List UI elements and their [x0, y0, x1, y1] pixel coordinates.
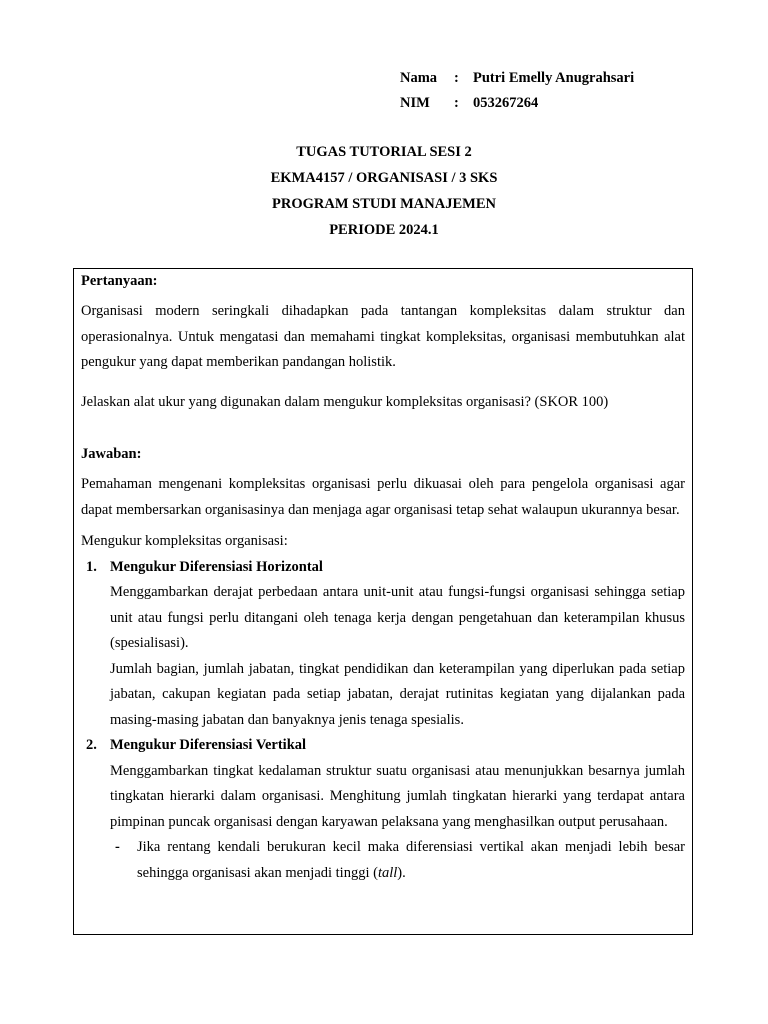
- list-item-number: 2.: [86, 737, 97, 753]
- title-line-course: EKMA4157 / ORGANISASI / 3 SKS: [270, 170, 498, 186]
- name-value: Putri Emelly Anugrahsari: [473, 70, 635, 86]
- list-item: [81, 555, 685, 734]
- sub-bullet-text-main: Jika rentang kendali berukuran kecil maka diferensiasi vertikal akan menjadi lebih besar sehingga organisasi akan menjadi tinggi (: [137, 839, 685, 881]
- list-item-number: 1.: [86, 558, 97, 575]
- answer-intro: Pemahaman mengenani kompleksitas organisasi perlu dikuasai oleh para pengelola organisasi agar dapat membersarkan organisasinya dan menjaga agar organisasi tetap sehat walaupun ukurannya besar.: [81, 476, 685, 518]
- nim-value: 053267264: [473, 95, 539, 111]
- answer-heading: Jawaban:: [81, 446, 142, 462]
- title-line-session: TUGAS TUTORIAL SESI 2: [296, 144, 472, 160]
- nim-row: [400, 91, 634, 116]
- title-line-period: PERIODE 2024.1: [329, 222, 439, 238]
- nim-label: NIM: [400, 95, 430, 111]
- list-item: [81, 733, 685, 886]
- title-line-program: PROGRAM STUDI MANAJEMEN: [272, 196, 496, 212]
- bullet-dash: -: [115, 839, 120, 855]
- measures-list: [81, 555, 685, 887]
- question-intro: Organisasi modern seringkali dihadapkan pada tantangan kompleksitas dalam struktur dan operasionalnya. Untuk mengatasi dan memahami tingkat kompleksitas, organisasi membutuhkan alat pengukur yang dapat memberikan pandangan holistik.: [81, 303, 685, 370]
- question-prompt: Jelaskan alat ukur yang digunakan dalam mengukur kompleksitas organisasi? (SKOR 100): [81, 393, 609, 410]
- sub-bullet: [110, 835, 685, 886]
- name-row: [400, 66, 634, 91]
- sub-bullet-text: [137, 835, 685, 886]
- list-item-paragraph: Menggambarkan derajat perbedaan antara unit-unit atau fungsi-fungsi organisasi sehingga setiap unit atau fungsi perlu ditangani oleh tenaga kerja dengan pengetahuan dan keterampilan khusus (spesialisasi).: [110, 584, 685, 651]
- sub-bullet-italic: tall: [377, 864, 398, 881]
- list-item-paragraph: Menggambarkan tingkat kedalaman struktur suatu organisasi atau menunjukkan besarnya jumlah tingkatan hierarki dalam organisasi. Menghitung jumlah tingkatan hierarki yang terdapat antara pimpinan puncak organisasi dengan karyawan pelaksana yang menghasilkan output perusahaan.: [110, 762, 685, 830]
- nim-separator: :: [454, 95, 459, 111]
- list-item-title: Mengukur Diferensiasi Horizontal: [110, 558, 323, 575]
- student-identity: [400, 66, 634, 116]
- list-item-title: Mengukur Diferensiasi Vertikal: [110, 737, 307, 753]
- answer-list-intro: Mengukur kompleksitas organisasi:: [81, 533, 288, 549]
- qa-box: [73, 268, 693, 935]
- name-label: Nama: [400, 70, 438, 86]
- name-separator: :: [454, 70, 459, 86]
- sub-bullet-text-end: ).: [397, 864, 406, 881]
- list-item-paragraph: Jumlah bagian, jumlah jabatan, tingkat pendidikan dan keterampilan yang diperlukan pada setiap jabatan, cakupan kegiatan pada setiap jabatan, derajat rutinitas kegiatan yang dijalankan pada masing-masing jabatan dan banyaknya jenis tenaga spesialis.: [110, 660, 685, 728]
- document-title-block: [0, 141, 768, 245]
- question-heading: Pertanyaan:: [81, 273, 158, 289]
